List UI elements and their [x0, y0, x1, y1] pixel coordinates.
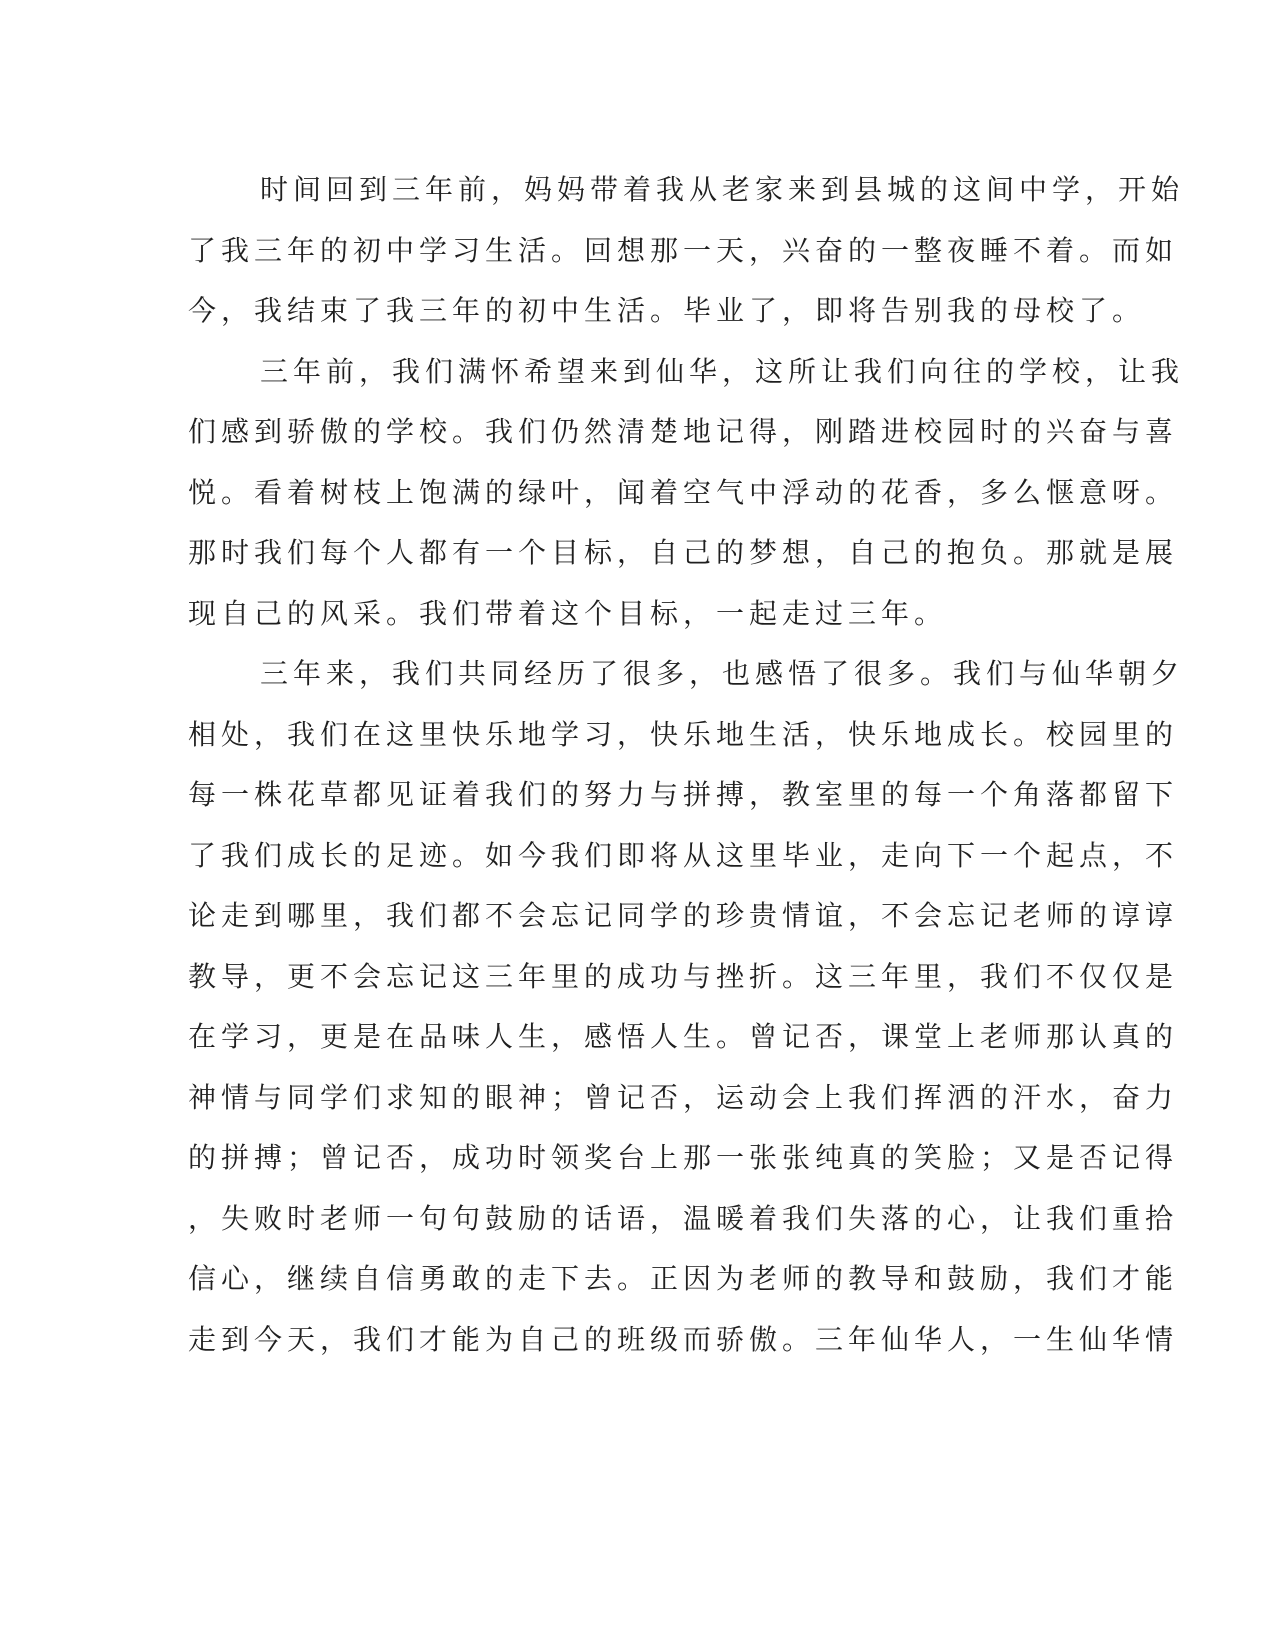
paragraph-line: 相处，我们在这里快乐地学习，快乐地生活，快乐地成长。校园里的 — [188, 717, 1179, 751]
paragraph-line: 那时我们每个人都有一个目标，自己的梦想，自己的抱负。那就是展 — [188, 536, 1179, 569]
paragraph-line: 信心，继续自信勇敢的走下去。正因为老师的教导和鼓励，我们才能 — [188, 1262, 1179, 1295]
paragraph-line: ，失败时老师一句句鼓励的话语，温暖着我们失落的心，让我们重拾 — [188, 1201, 1179, 1235]
paragraph-line: 们感到骄傲的学校。我们仍然清楚地记得，刚踏进校园时的兴奋与喜 — [188, 415, 1179, 448]
paragraph-1 — [188, 160, 1185, 342]
paragraph-line: 现自己的风采。我们带着这个目标，一起走过三年。 — [188, 596, 948, 630]
paragraph-line: 神情与同学们求知的眼神；曾记否，运动会上我们挥洒的汗水，奋力 — [188, 1080, 1179, 1114]
paragraph-line: 论走到哪里，我们都不会忘记同学的珍贵情谊，不会忘记老师的谆谆 — [188, 899, 1179, 932]
paragraph-line: 走到今天，我们才能为自己的班级而骄傲。三年仙华人，一生仙华情 — [188, 1322, 1179, 1356]
paragraph-line: 三年来，我们共同经历了很多，也感悟了很多。我们与仙华朝夕 — [260, 657, 1185, 690]
document-body — [188, 160, 1185, 1370]
paragraph-line: 时间回到三年前，妈妈带着我从老家来到县城的这间中学，开始 — [260, 173, 1185, 206]
paragraph-3 — [188, 644, 1185, 1370]
paragraph-line: 了我三年的初中学习生活。回想那一天，兴奋的一整夜睡不着。而如 — [188, 233, 1179, 267]
paragraph-2 — [188, 342, 1185, 645]
paragraph-line: 的拼搏；曾记否，成功时领奖台上那一张张纯真的笑脸；又是否记得 — [188, 1141, 1179, 1174]
paragraph-line: 悦。看着树枝上饱满的绿叶，闻着空气中浮动的花香，多么惬意呀。 — [188, 475, 1179, 509]
paragraph-line: 了我们成长的足迹。如今我们即将从这里毕业，走向下一个起点，不 — [188, 838, 1179, 872]
paragraph-line: 每一株花草都见证着我们的努力与拼搏，教室里的每一个角落都留下 — [188, 778, 1179, 811]
paragraph-line: 在学习，更是在品味人生，感悟人生。曾记否，课堂上老师那认真的 — [188, 1020, 1179, 1053]
paragraph-line: 教导，更不会忘记这三年里的成功与挫折。这三年里，我们不仅仅是 — [188, 959, 1179, 993]
paragraph-line: 三年前，我们满怀希望来到仙华，这所让我们向往的学校，让我 — [260, 354, 1185, 388]
paragraph-line: 今，我结束了我三年的初中生活。毕业了，即将告别我的母校了。 — [188, 294, 1146, 327]
